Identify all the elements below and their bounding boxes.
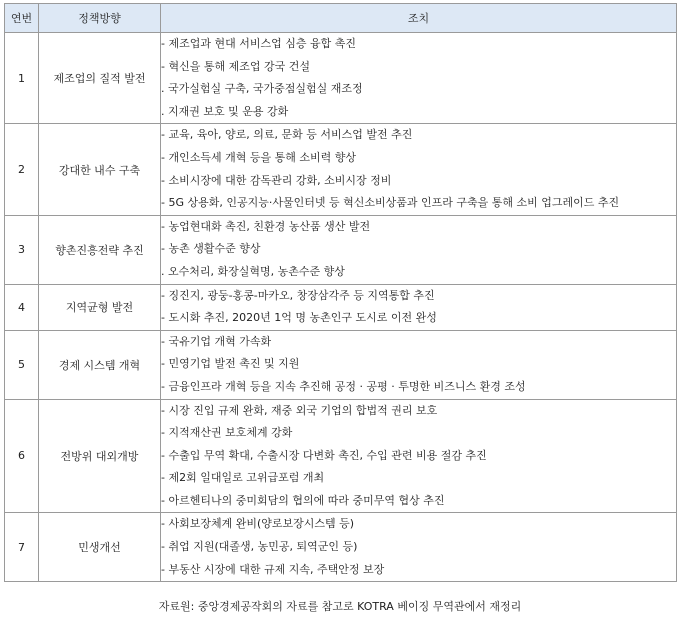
table-row — [5, 215, 677, 284]
measure-item: . 국가실험실 구축, 국가중점실험실 재조정 — [161, 82, 363, 96]
row-number: 3 — [5, 215, 39, 284]
source-note: 자료원: 중앙경제공작회의 자료를 참고로 KOTRA 베이징 무역관에서 재정리 — [158, 600, 522, 613]
row-number: 5 — [5, 330, 39, 399]
measure-item: - 취업 지원(대졸생, 농민공, 퇴역군인 등) — [161, 540, 358, 554]
measure-item: - 부동산 시장에 대한 규제 지속, 주택안정 보장 — [161, 562, 385, 576]
measure-item: - 소비시장에 대한 감독관리 강화, 소비시장 정비 — [161, 173, 392, 187]
measure-item: - 혁신을 통해 제조업 강국 건설 — [161, 59, 310, 73]
measure-item: - 징진지, 광둥-홍콩-마카오, 창장삼각주 등 지역통합 추진 — [161, 288, 435, 302]
policy-direction: 향촌진흥전략 추진 — [39, 215, 161, 284]
table-body — [5, 33, 677, 582]
measure-item: - 아르헨티나의 중미회담의 협의에 따라 중미무역 협상 추진 — [161, 493, 445, 507]
policy-direction: 강대한 내수 구축 — [39, 124, 161, 215]
header-measures: 조치 — [161, 4, 677, 33]
policy-direction: 제조업의 질적 발전 — [39, 33, 161, 124]
measures-cell — [161, 513, 677, 582]
table-row — [5, 513, 677, 582]
table-row — [5, 399, 677, 513]
policy-direction: 지역균형 발전 — [39, 284, 161, 330]
row-number: 7 — [5, 513, 39, 582]
measure-item: - 민영기업 발전 촉진 및 지원 — [161, 357, 300, 371]
row-number: 6 — [5, 399, 39, 513]
table-header-row — [5, 4, 677, 33]
measure-item: - 제2회 일대일로 고위급포럼 개최 — [161, 471, 325, 485]
table-row — [5, 330, 677, 399]
measure-item: - 수출입 무역 확대, 수출시장 다변화 촉진, 수입 관련 비용 절감 추진 — [161, 448, 487, 462]
measure-item: - 사회보장체계 완비(양로보장시스템 등) — [161, 517, 355, 531]
measure-item: - 교육, 육아, 양로, 의료, 문화 등 서비스업 발전 추진 — [161, 128, 413, 142]
header-direction: 정책방향 — [39, 4, 161, 33]
policy-table — [4, 3, 677, 582]
measures-cell — [161, 284, 677, 330]
table-row — [5, 124, 677, 215]
measure-item: - 농촌 생활수준 향상 — [161, 242, 261, 256]
row-number: 1 — [5, 33, 39, 124]
measures-cell — [161, 330, 677, 399]
measure-item: . 오수처리, 화장실혁명, 농촌수준 향상 — [161, 264, 345, 278]
row-number: 2 — [5, 124, 39, 215]
table-row — [5, 284, 677, 330]
row-number: 4 — [5, 284, 39, 330]
measures-cell — [161, 33, 677, 124]
measure-item: . 지재권 보호 및 운용 강화 — [161, 104, 289, 118]
measure-item: - 금융인프라 개혁 등을 지속 추진해 공정 · 공평 · 투명한 비즈니스 환경 조성 — [161, 379, 526, 393]
measures-cell — [161, 215, 677, 284]
measure-item: - 농업현대화 촉진, 친환경 농산품 생산 발전 — [161, 219, 371, 233]
policy-direction: 전방위 대외개방 — [39, 399, 161, 513]
measure-item: - 지적재산권 보호체계 강화 — [161, 426, 293, 440]
measure-item: - 개인소득세 개혁 등을 통해 소비력 향상 — [161, 150, 356, 164]
measure-item: - 시장 진입 규제 완화, 재중 외국 기업의 합법적 권리 보호 — [161, 403, 438, 417]
measure-item: - 제조업과 현대 서비스업 심층 융합 촉진 — [161, 37, 356, 50]
measures-cell — [161, 399, 677, 513]
table-row — [5, 33, 677, 124]
policy-direction: 경제 시스템 개혁 — [39, 330, 161, 399]
policy-direction: 민생개선 — [39, 513, 161, 582]
header-num: 연번 — [5, 4, 39, 33]
measure-item: - 도시화 추진, 2020년 1억 명 농촌인구 도시로 이전 완성 — [161, 311, 437, 325]
measure-item: - 국유기업 개혁 가속화 — [161, 334, 272, 348]
measure-item: - 5G 상용화, 인공지능·사물인터넷 등 혁신소비상품과 인프라 구축을 통해 소비 업그레이드 추진 — [161, 196, 620, 210]
measures-cell — [161, 124, 677, 215]
